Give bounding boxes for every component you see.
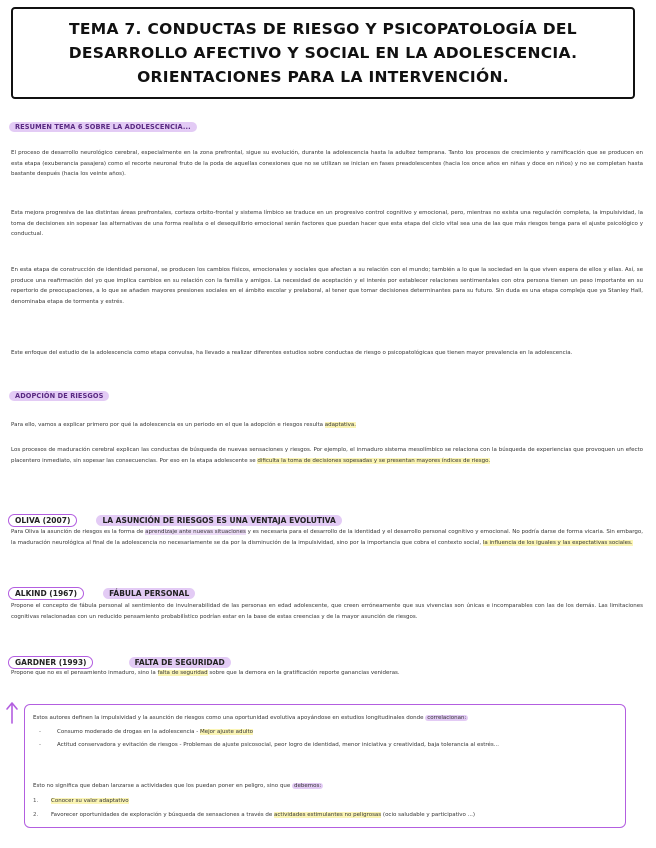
author-alkind-row <box>8 583 195 596</box>
box-note-highlight: debemos: <box>293 783 322 789</box>
adopcion-paragraph-1 <box>11 420 643 431</box>
summary-box <box>24 704 626 828</box>
title-line-1: TEMA 7. CONDUCTAS DE RIESGO Y PSICOPATOLOGÍA DEL <box>69 20 577 38</box>
summary-heading-text: RESUMEN TEMA 6 SOBRE LA ADOLESCENCIA... <box>9 122 197 132</box>
author-alkind-text: Propone el concepto de fábula personal al sentimiento de invulnerabilidad de las personas en edad adolescente, que creen erróneamente que sus vivencias son únicas e incomparables con las de los demás. Las limitaciones cognitivas relacionadas con un reducido pensamiento probabilístico podrían estar en la base de estas creencias y de la mayor asunción de riesgos. <box>11 603 643 620</box>
gardner-text-highlight: falta de seguridad <box>157 670 208 676</box>
intro-paragraph-2: Esta mejora progresiva de las distintas áreas prefrontales, corteza orbito-frontal y sistema límbico se traduce en un progresivo control cognitivo y emocional, pero, mientras no exista una regulación completa, la impulsividad, la toma de decisiones sin sopesar las alternativas de una forma realista o el desequilibrio emocional serán factores que puedan hacer que esta etapa del ciclo vital sea una de las que más riesgos tenga para el ajuste psicológico y conductual. <box>11 210 643 237</box>
box-numbered-1 <box>33 796 129 806</box>
intro-paragraph-3: En esta etapa de construcción de identidad personal, se producen los cambios físicos, emocionales y sociales que afectan a su relación con el mundo; también a lo que la sociedad en la que viven espera de ellos y ellas. Así, se produce una reafirmación del yo que implica cambios en su relación con la familia y amigos. La necesidad de aceptación y el interés por establecer relaciones sentimentales con otra persona tienen un peso importante en su repertorio de preocupaciones, a lo que se añaden mayores presiones sociales en el ámbito escolar y prelaboral, al tener que tomar decisiones determinantes para su futuro. Sin duda es una etapa compleja que ya Stanley Hall, denominaba etapa de tormenta y estrés. <box>11 267 643 305</box>
numbered-2-end: (ocio saludable y participativo ...) <box>381 812 476 818</box>
box-bullet-1 <box>39 727 253 737</box>
box-bullet-2 <box>39 740 499 750</box>
intro-paragraph-4: Este enfoque del estudio de la adolescencia como etapa convulsa, ha llevado a realizar diferentes estudios sobre conductas de riesgo o psicopatológicas que tienen mayor prevalencia en la adolescencia. <box>11 350 573 356</box>
adopcion-paragraph-2 <box>11 445 643 466</box>
author-gardner-name: GARDNER (1993) <box>8 656 93 669</box>
title-line-3: ORIENTACIONES PARA LA INTERVENCIÓN. <box>137 68 509 86</box>
numbered-2-text: Favorecer oportunidades de exploración y búsqueda de sensaciones a través de <box>51 812 275 818</box>
author-oliva-name: OLIVA (2007) <box>8 514 77 527</box>
author-gardner-row <box>8 652 231 665</box>
box-intro-text: Estos autores definen la impulsividad y la asunción de riesgos como una oportunidad evolutiva apoyándose en estudios longitudinales donde <box>33 715 426 721</box>
bullet-2-mark: - <box>39 742 41 748</box>
box-note <box>33 781 323 791</box>
oliva-text-mid: y es necesaria para el desarrollo de la identidad y el desarrollo personal cognitivo y emocional. No podría darse de forma vicaria. Sin embargo, la maduración neurológica al final de la adolescencia no necesariamente se da por la disminución de la impulsividad, sino por la importancia que cobra el contexto social, <box>11 529 643 546</box>
author-oliva-row <box>8 510 342 523</box>
numbered-1-highlight: Conocer su valor adaptativo <box>51 798 129 804</box>
adopcion-heading <box>9 392 109 400</box>
oliva-text-highlight-1: aprendizaje ante nuevas situaciones <box>145 529 246 535</box>
bullet-1-mark: - <box>39 729 41 735</box>
numbered-2-mark: 2. <box>33 812 39 818</box>
author-gardner-label: FALTA DE SEGURIDAD <box>129 657 231 668</box>
author-alkind-name: ALKIND (1967) <box>8 587 84 600</box>
author-alkind-label: FÁBULA PERSONAL <box>103 588 195 599</box>
numbered-1-mark: 1. <box>33 798 39 804</box>
box-intro-highlight: correlacionan: <box>427 715 467 721</box>
title-box <box>11 7 635 99</box>
adopcion-heading-text: ADOPCIÓN DE RIESGOS <box>9 391 109 401</box>
adopcion-p2-highlight: dificulta la toma de decisiones sopesadas y se presentan mayores índices de riesgo. <box>257 457 491 464</box>
oliva-text-start: Para Oliva la asunción de riesgos es la forma de <box>11 529 146 535</box>
author-gardner-text <box>11 668 643 679</box>
bullet-1-text: Consumo moderado de drogas en la adolescencia - <box>57 729 201 735</box>
intro-paragraph-1: El proceso de desarrollo neurológico cerebral, especialmente en la zona prefrontal, sigue su evolución, durante la adolescencia hasta la adultez temprana. Tanto los procesos de crecimiento y ramificación que se producen en esta etapa (exuberancia pasajera) como el recorte neuronal fruto de la poda de aquellas conexiones que no se utilizan se inician en fases preadolescentes (hacia los once años en niñas y doce en niños) y no se completan hasta bastante después (hacia los veinte años). <box>11 150 643 177</box>
bullet-1-highlight: Mejor ajuste adulto <box>200 729 253 735</box>
bullet-2-text: Actitud conservadora y evitación de riesgos - Problemas de ajuste psicosocial, peor logro de identidad, menor iniciativa y creatividad, baja tolerancia al estrés... <box>57 742 500 748</box>
gardner-text-start: Propone que no es el pensamiento inmaduro, sino la <box>11 670 158 676</box>
adopcion-p1-highlight: adaptativa. <box>324 422 357 428</box>
author-oliva-label: LA ASUNCIÓN DE RIESGOS ES UNA VENTAJA EVOLUTIVA <box>96 515 341 526</box>
adopcion-p2-text: Los procesos de maduración cerebral explican las conductas de búsqueda de nuevas sensaciones y riesgos. Por ejemplo, el inmaduro sistema mesolímbico se relaciona con la búsqueda de experiencias que provoquen un efecto placentero inmediato, sin sopesar las consecuencias. Por eso en la etapa adolescente se <box>11 447 643 464</box>
box-numbered-2 <box>33 810 475 820</box>
arrow-up-icon <box>5 700 19 724</box>
author-oliva-text <box>11 527 643 548</box>
box-intro <box>33 713 468 723</box>
gardner-text-end: sobre que la demora en la gratificación reporte ganancias venideras. <box>207 670 400 676</box>
title-line-2: DESARROLLO AFECTIVO Y SOCIAL EN LA ADOLESCENCIA. <box>68 44 578 62</box>
oliva-text-highlight-2: la influencia de los iguales y las expectativas sociales. <box>482 539 633 546</box>
box-note-text: Esto no significa que deban lanzarse a actividades que los puedan poner en peligro, sino que <box>33 783 292 789</box>
numbered-2-highlight: actividades estimulantes no peligrosas <box>274 812 382 818</box>
summary-heading <box>9 123 197 131</box>
adopcion-p1-text: Para ello, vamos a explicar primero por qué la adolescencia es un periodo en el que la adopción e riesgos resulta <box>11 422 325 428</box>
